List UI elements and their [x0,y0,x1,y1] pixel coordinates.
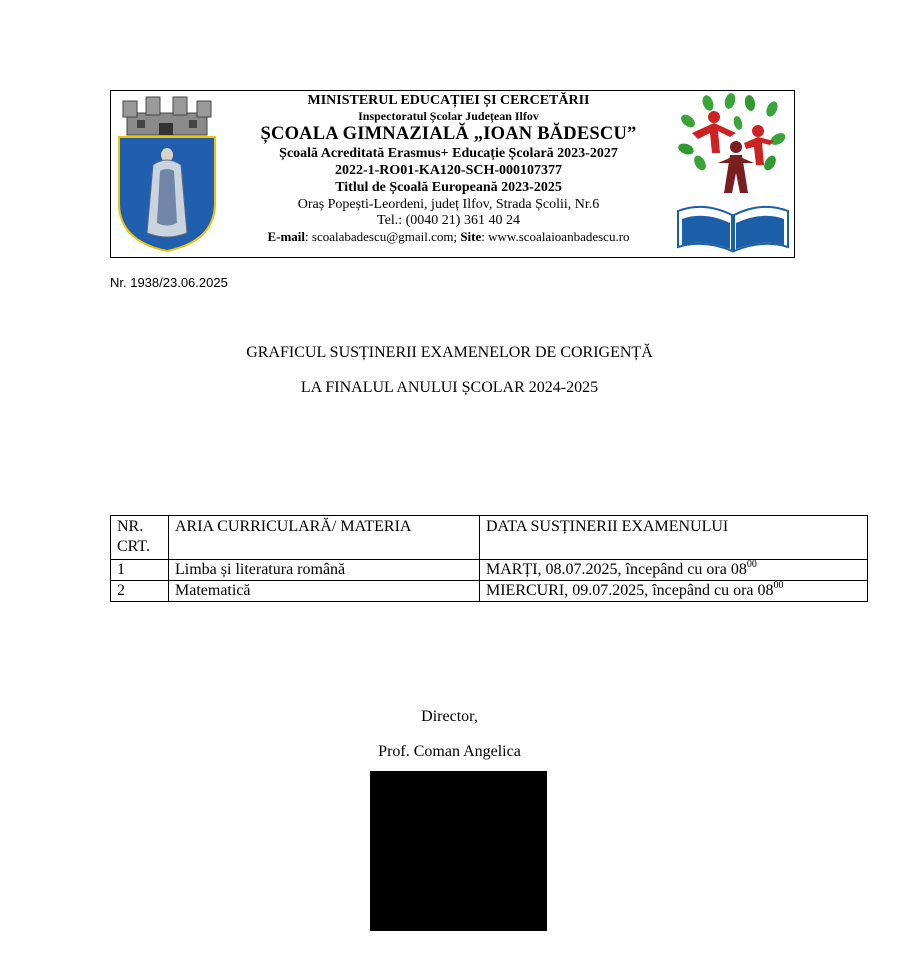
exam-date-text: MARȚI, 08.07.2025, începând cu ora 08 [486,561,747,578]
header-subject: ARIA CURRICULARĂ/ MATERIA [169,516,480,560]
signatory-role: Director, [421,708,478,725]
header-nr-crt: NR. CRT. [111,516,169,560]
row-exam-date [480,560,868,581]
accreditation: Școală Acreditată Erasmus+ Educație Școlară 2023-2027 [279,145,618,161]
letterhead [110,90,795,258]
exam-time-minutes: 00 [746,559,757,570]
contact-line [223,230,674,243]
document-title-line-2: LA FINALUL ANULUI ȘCOLAR 2024-2025 [300,379,599,396]
site-label: Site [460,228,482,244]
site-value: : www.scoalaioanbadescu.ro [481,228,630,244]
school-name: ȘCOALA GIMNAZIALĂ „IOAN BĂDESCU” [260,124,637,144]
row-exam-date [480,581,868,602]
redacted-signature [370,771,547,931]
school-address: Oraș Popești-Leordeni, județ Ilfov, Strada Școlii, Nr.6 [297,196,600,212]
inspectorate-name: Inspectoratul Școlar Județean Ilfov [358,109,539,123]
signatory-name: Prof. Coman Angelica [378,743,521,760]
school-logo-tree-book [674,93,792,255]
exam-time-minutes: 00 [773,580,784,591]
row-subject: Matematică [169,581,480,602]
exam-date-text: MIERCURI, 09.07.2025, începând cu ora 08 [486,582,774,599]
header-exam-date: DATA SUSȚINERII EXAMENULUI [480,516,868,560]
row-number: 2 [111,581,169,602]
row-number: 1 [111,560,169,581]
city-coat-of-arms [113,93,221,253]
european-title: Titlul de Școală Europeană 2023-2025 [335,179,562,195]
table-row [111,560,868,581]
ministry-name: MINISTERUL EDUCAȚIEI ȘI CERCETĂRII [307,93,590,108]
letterhead-text [223,93,674,243]
email-value: : scoalabadescu@gmail.com; [305,228,461,244]
exam-schedule-table [110,515,868,602]
school-phone: Tel.: (0040 21) 361 40 24 [377,212,520,228]
table-header-row [111,516,868,560]
document-number: Nr. 1938/23.06.2025 [110,275,228,290]
document-title-line-1: GRAFICUL SUSȚINERII EXAMENELOR DE CORIGENȚĂ [246,344,653,361]
table-row [111,581,868,602]
project-code: 2022-1-RO01-KA120-SCH-000107377 [334,162,563,178]
row-subject: Limba și literatura română [169,560,480,581]
email-label: E-mail [267,228,306,244]
